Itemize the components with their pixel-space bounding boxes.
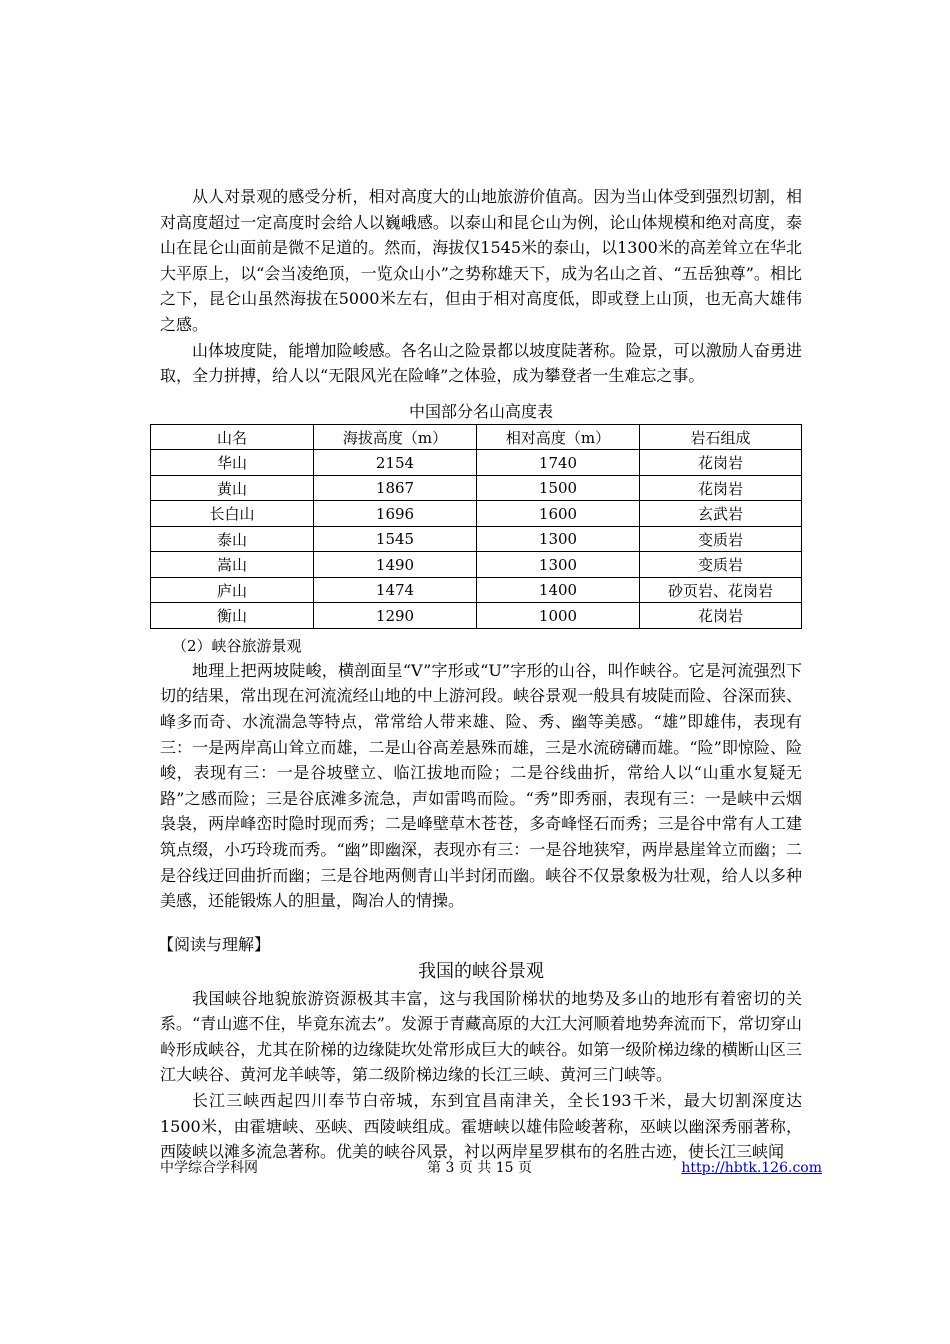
article-title: 我国的峡谷景观 xyxy=(418,960,544,982)
document-body xyxy=(160,184,802,1165)
cell-rock: 花岗岩 xyxy=(640,475,802,501)
intro-paragraph-2: 山体坡度陡，能增加险峻感。各名山之险景都以坡度陡著称。险景，可以激励人奋勇进取，全力拼搏，给人以“无限风光在险峰”之体验，成为攀登者一生难忘之事。 xyxy=(160,340,802,386)
table-row xyxy=(151,603,802,629)
article-paragraph-2: 长江三峡西起四川奉节白帝城，东到宜昌南津关，全长193千米，最大切割深度达1500米，由霍塘峡、巫峡、西陵峡组成。霍塘峡以雄伟险峻著称，巫峡以幽深秀丽著称，西陵峡以滩多流急著称。优美的峡谷风景，衬以两岸星罗棋布的名胜古迹，使长江三峡闻 xyxy=(160,1091,802,1162)
cell-altitude: 1545 xyxy=(314,526,477,552)
header-rock-type: 岩石组成 xyxy=(640,424,802,450)
header-altitude: 海拔高度（m） xyxy=(314,424,477,450)
cell-altitude: 1290 xyxy=(314,603,477,629)
cell-rock: 砂页岩、花岗岩 xyxy=(640,577,802,603)
article-paragraph-1: 我国峡谷地貌旅游资源极其丰富，这与我国阶梯状的地势及多山的地形有着密切的关系。“青山遮不住，毕竟东流去”。发源于青藏高原的大江大河顺着地势奔流而下，常切穿山岭形成峡谷，尤其在阶梯的边缘陡坎处常形成巨大的峡谷。如第一级阶梯边缘的横断山区三江大峡谷、黄河龙羊峡等，第二级阶梯边缘的长江三峡、黄河三门峡等。 xyxy=(160,988,802,1085)
cell-name: 华山 xyxy=(151,450,314,476)
table-row xyxy=(151,526,802,552)
cell-relative-height: 1740 xyxy=(477,450,640,476)
canyon-paragraph: 地理上把两坡陡峻，横剖面呈“V”字形或“U”字形的山谷，叫作峡谷。它是河流强烈下切的结果，常出现在河流流经山地的中上游河段。峡谷景观一般具有坡陡而险、谷深而狭、峰多而奇、水流湍急等特点，常常给人带来雄、险、秀、幽等美感。“雄”即雄伟，表现有三：一是两岸高山耸立而雄，二是山谷高差悬殊而雄，三是水流磅礴而雄。“险”即惊险、险峻，表现有三：一是谷坡壁立、临江拔地而险；二是谷线曲折，常给人以“山重水复疑无路”之感而险；三是谷底滩多流急，声如雷鸣而险。“秀”即秀丽，表现有三：一是峡中云烟袅袅，两岸峰峦时隐时现而秀；二是峰壁草木苍苍，多奇峰怪石而秀；三是谷中常有人工建筑点缀，小巧玲珑而秀。“幽”即幽深，表现亦有三：一是谷地狭窄，两岸悬崖耸立而幽；二是谷线迂回曲折而幽；三是谷地两侧青山半封闭而幽。峡谷不仅景象极为壮观，给人以多种美感，还能锻炼人的胆量，陶冶人的情操。 xyxy=(160,660,802,911)
cell-name: 黄山 xyxy=(151,475,314,501)
cell-rock: 变质岩 xyxy=(640,526,802,552)
cell-rock: 花岗岩 xyxy=(640,603,802,629)
cell-altitude: 1696 xyxy=(314,501,477,527)
cell-relative-height: 1500 xyxy=(477,475,640,501)
cell-altitude: 1490 xyxy=(314,552,477,578)
cell-name: 庐山 xyxy=(151,577,314,603)
footer-url-link[interactable]: http://hbtk.126.com xyxy=(681,1160,822,1176)
cell-altitude: 2154 xyxy=(314,450,477,476)
cell-altitude: 1867 xyxy=(314,475,477,501)
table-header-row xyxy=(151,424,802,450)
cell-name: 长白山 xyxy=(151,501,314,527)
table-title: 中国部分名山高度表 xyxy=(408,401,553,421)
header-relative-height: 相对高度（m） xyxy=(477,424,640,450)
table-row xyxy=(151,552,802,578)
cell-relative-height: 1300 xyxy=(477,552,640,578)
cell-name: 泰山 xyxy=(151,526,314,552)
cell-name: 嵩山 xyxy=(151,552,314,578)
cell-altitude: 1474 xyxy=(314,577,477,603)
cell-relative-height: 1000 xyxy=(477,603,640,629)
footer-site-name: 中学综合学科网 xyxy=(160,1160,258,1176)
table-row xyxy=(151,577,802,603)
table-row xyxy=(151,475,802,501)
header-mountain-name: 山名 xyxy=(151,424,314,450)
intro-paragraph-1: 从人对景观的感受分析，相对高度大的山地旅游价值高。因为当山体受到强烈切割，相对高度超过一定高度时会给人以巍峨感。以泰山和昆仑山为例，论山体规模和绝对高度，泰山在昆仑山面前是微不足道的。然而，海拔仅1545米的泰山，以1300米的高差耸立在华北大平原上，以“会当凌绝顶，一览众山小”之势称雄天下，成为名山之首、“五岳独尊”。相比之下，昆仑山虽然海拔在5000米左右，但由于相对高度低，即或登上山顶，也无高大雄伟之感。 xyxy=(160,187,802,334)
footer-page-number: 第 3 页 共 15 页 xyxy=(427,1160,532,1176)
reading-section-label: 【阅读与理解】 xyxy=(158,934,271,954)
cell-relative-height: 1400 xyxy=(477,577,640,603)
mountain-height-table xyxy=(150,424,802,629)
cell-rock: 玄武岩 xyxy=(640,501,802,527)
table-row xyxy=(151,501,802,527)
cell-relative-height: 1300 xyxy=(477,526,640,552)
cell-rock: 花岗岩 xyxy=(640,450,802,476)
table-row xyxy=(151,450,802,476)
cell-rock: 变质岩 xyxy=(640,552,802,578)
cell-relative-height: 1600 xyxy=(477,501,640,527)
canyon-subheading: （2）峡谷旅游景观 xyxy=(172,636,302,655)
cell-name: 衡山 xyxy=(151,603,314,629)
